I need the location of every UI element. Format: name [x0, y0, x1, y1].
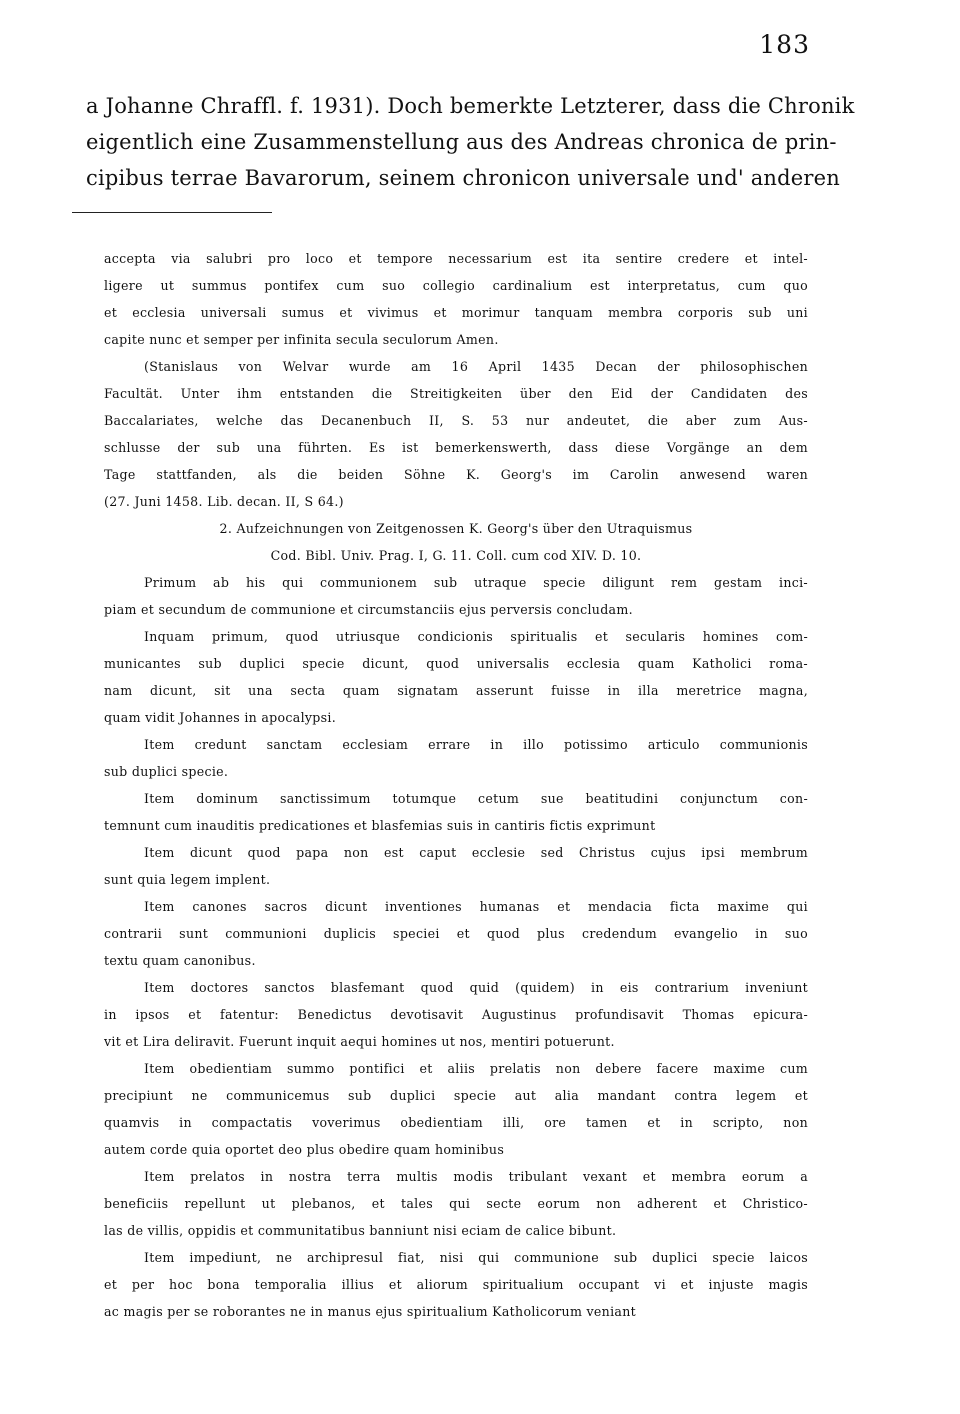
footnote-line: Facultät. Unter ihm entstanden die Streitigkeiten über den Eid der Candidaten des: [104, 386, 808, 401]
footnote-text: [104, 245, 808, 1325]
footnote-line: Cod. Bibl. Univ. Prag. I, G. 11. Coll. cum cod XIV. D. 10.: [270, 548, 642, 563]
footnote-line: in ipsos et fatentur: Benedictus devotisavit Augustinus profundisavit Thomas epicura-: [104, 1007, 808, 1022]
footnote-line: temnunt cum inauditis predicationes et blasfemias suis in cantiris fictis exprimunt: [104, 818, 656, 833]
footnote-line: vit et Lira deliravit. Fuerunt inquit aequi homines ut nos, mentiri potuerunt.: [104, 1034, 615, 1049]
main-text-line: cipibus terrae Bavarorum, seinem chronicon universale und' anderen: [86, 166, 841, 190]
footnote-line: 2. Aufzeichnungen von Zeitgenossen K. Georg's über den Utraquismus: [219, 521, 693, 536]
footnote-line: piam et secundum de communione et circumstanciis ejus perversis concludam.: [104, 602, 633, 617]
footnote-line: textu quam canonibus.: [104, 953, 256, 968]
footnote-line: Item impediunt, ne archipresul fiat, nisi qui communione sub duplici specie laicos: [144, 1250, 808, 1265]
footnote-line: (Stanislaus von Welvar wurde am 16 April 1435 Decan der philosophischen: [144, 359, 808, 374]
footnote-line: schlusse der sub una führten. Es ist bemerkenswerth, dass diese Vorgänge an dem: [104, 440, 808, 455]
footnote-line: ac magis per se roborantes ne in manus ejus spiritualium Katholicorum veniant: [104, 1304, 636, 1319]
main-text-line: a Johanne Chraffl. f. 1931). Doch bemerkte Letzterer, dass die Chronik: [86, 94, 855, 118]
footnote-line: ligere ut summus pontifex cum suo collegio cardinalium est interpretatus, cum quo: [104, 278, 808, 293]
footnote-line: Item doctores sanctos blasfemant quod quid (quidem) in eis contrarium inveniunt: [144, 980, 808, 995]
footnote-line: precipiunt ne communicemus sub duplici specie aut alia mandant contra legem et: [104, 1088, 808, 1103]
footnote-line: Item obedientiam summo pontifici et aliis prelatis non debere facere maxime cum: [144, 1061, 808, 1076]
footnote-line: Primum ab his qui communionem sub utraque specie diligunt rem gestam inci-: [144, 575, 808, 590]
footnote-line: municantes sub duplici specie dicunt, quod universalis ecclesia quam Katholici roma-: [104, 656, 808, 671]
footnote-line: beneficiis repellunt ut plebanos, et tales qui secte eorum non adherent et Christico-: [104, 1196, 808, 1211]
footnote-line: Tage stattfanden, als die beiden Söhne K. Georg's im Carolin anwesend waren: [104, 467, 808, 482]
page-number: 183: [759, 30, 810, 59]
footnote-line: et ecclesia universali sumus et vivimus et morimur tanquam membra corporis sub uni: [104, 305, 808, 320]
footnote-line: Item dominum sanctissimum totumque cetum sue beatitudini conjunctum con-: [144, 791, 808, 806]
footnote-line: et per hoc bona temporalia illius et aliorum spiritualium occupant vi et injuste magis: [104, 1277, 808, 1292]
footnote-divider: [72, 212, 272, 213]
footnote-line: autem corde quia oportet deo plus obedire quam hominibus: [104, 1142, 505, 1157]
footnote-line: Item canones sacros dicunt inventiones humanas et mendacia ficta maxime qui: [144, 899, 808, 914]
footnote-line: contrarii sunt communioni duplicis speciei et quod plus credendum evangelio in suo: [104, 926, 808, 941]
footnote-line: accepta via salubri pro loco et tempore necessarium est ita sentire credere et intel-: [104, 251, 808, 266]
footnote-line: (27. Juni 1458. Lib. decan. II, S 64.): [104, 494, 344, 509]
footnote-line: quam vidit Johannes in apocalypsi.: [104, 710, 337, 725]
main-text: [86, 88, 855, 196]
footnote-line: nam dicunt, sit una secta quam signatam asserunt fuisse in illa meretrice magna,: [104, 683, 808, 698]
footnote-line: quamvis in compactatis voverimus obedientiam illi, ore tamen et in scripto, non: [104, 1115, 808, 1130]
footnote-line: Item dicunt quod papa non est caput ecclesie sed Christus cujus ipsi membrum: [144, 845, 808, 860]
footnote-line: Item prelatos in nostra terra multis modis tribulant vexant et membra eorum a: [144, 1169, 808, 1184]
footnote-line: capite nunc et semper per infinita secula seculorum Amen.: [104, 332, 499, 347]
footnote-line: Baccalariates, welche das Decanenbuch II, S. 53 nur andeutet, die aber zum Aus-: [104, 413, 808, 428]
main-text-line: eigentlich eine Zusammenstellung aus des Andreas chronica de prin-: [86, 130, 837, 154]
footnote-line: sub duplici specie.: [104, 764, 229, 779]
footnote-line: sunt quia legem implent.: [104, 872, 271, 887]
footnote-line: Inquam primum, quod utriusque condicionis spiritualis et secularis homines com-: [144, 629, 808, 644]
footnote-line: las de villis, oppidis et communitatibus banniunt nisi eciam de calice bibunt.: [104, 1223, 617, 1238]
footnote-line: Item credunt sanctam ecclesiam errare in illo potissimo articulo communionis: [144, 737, 808, 752]
